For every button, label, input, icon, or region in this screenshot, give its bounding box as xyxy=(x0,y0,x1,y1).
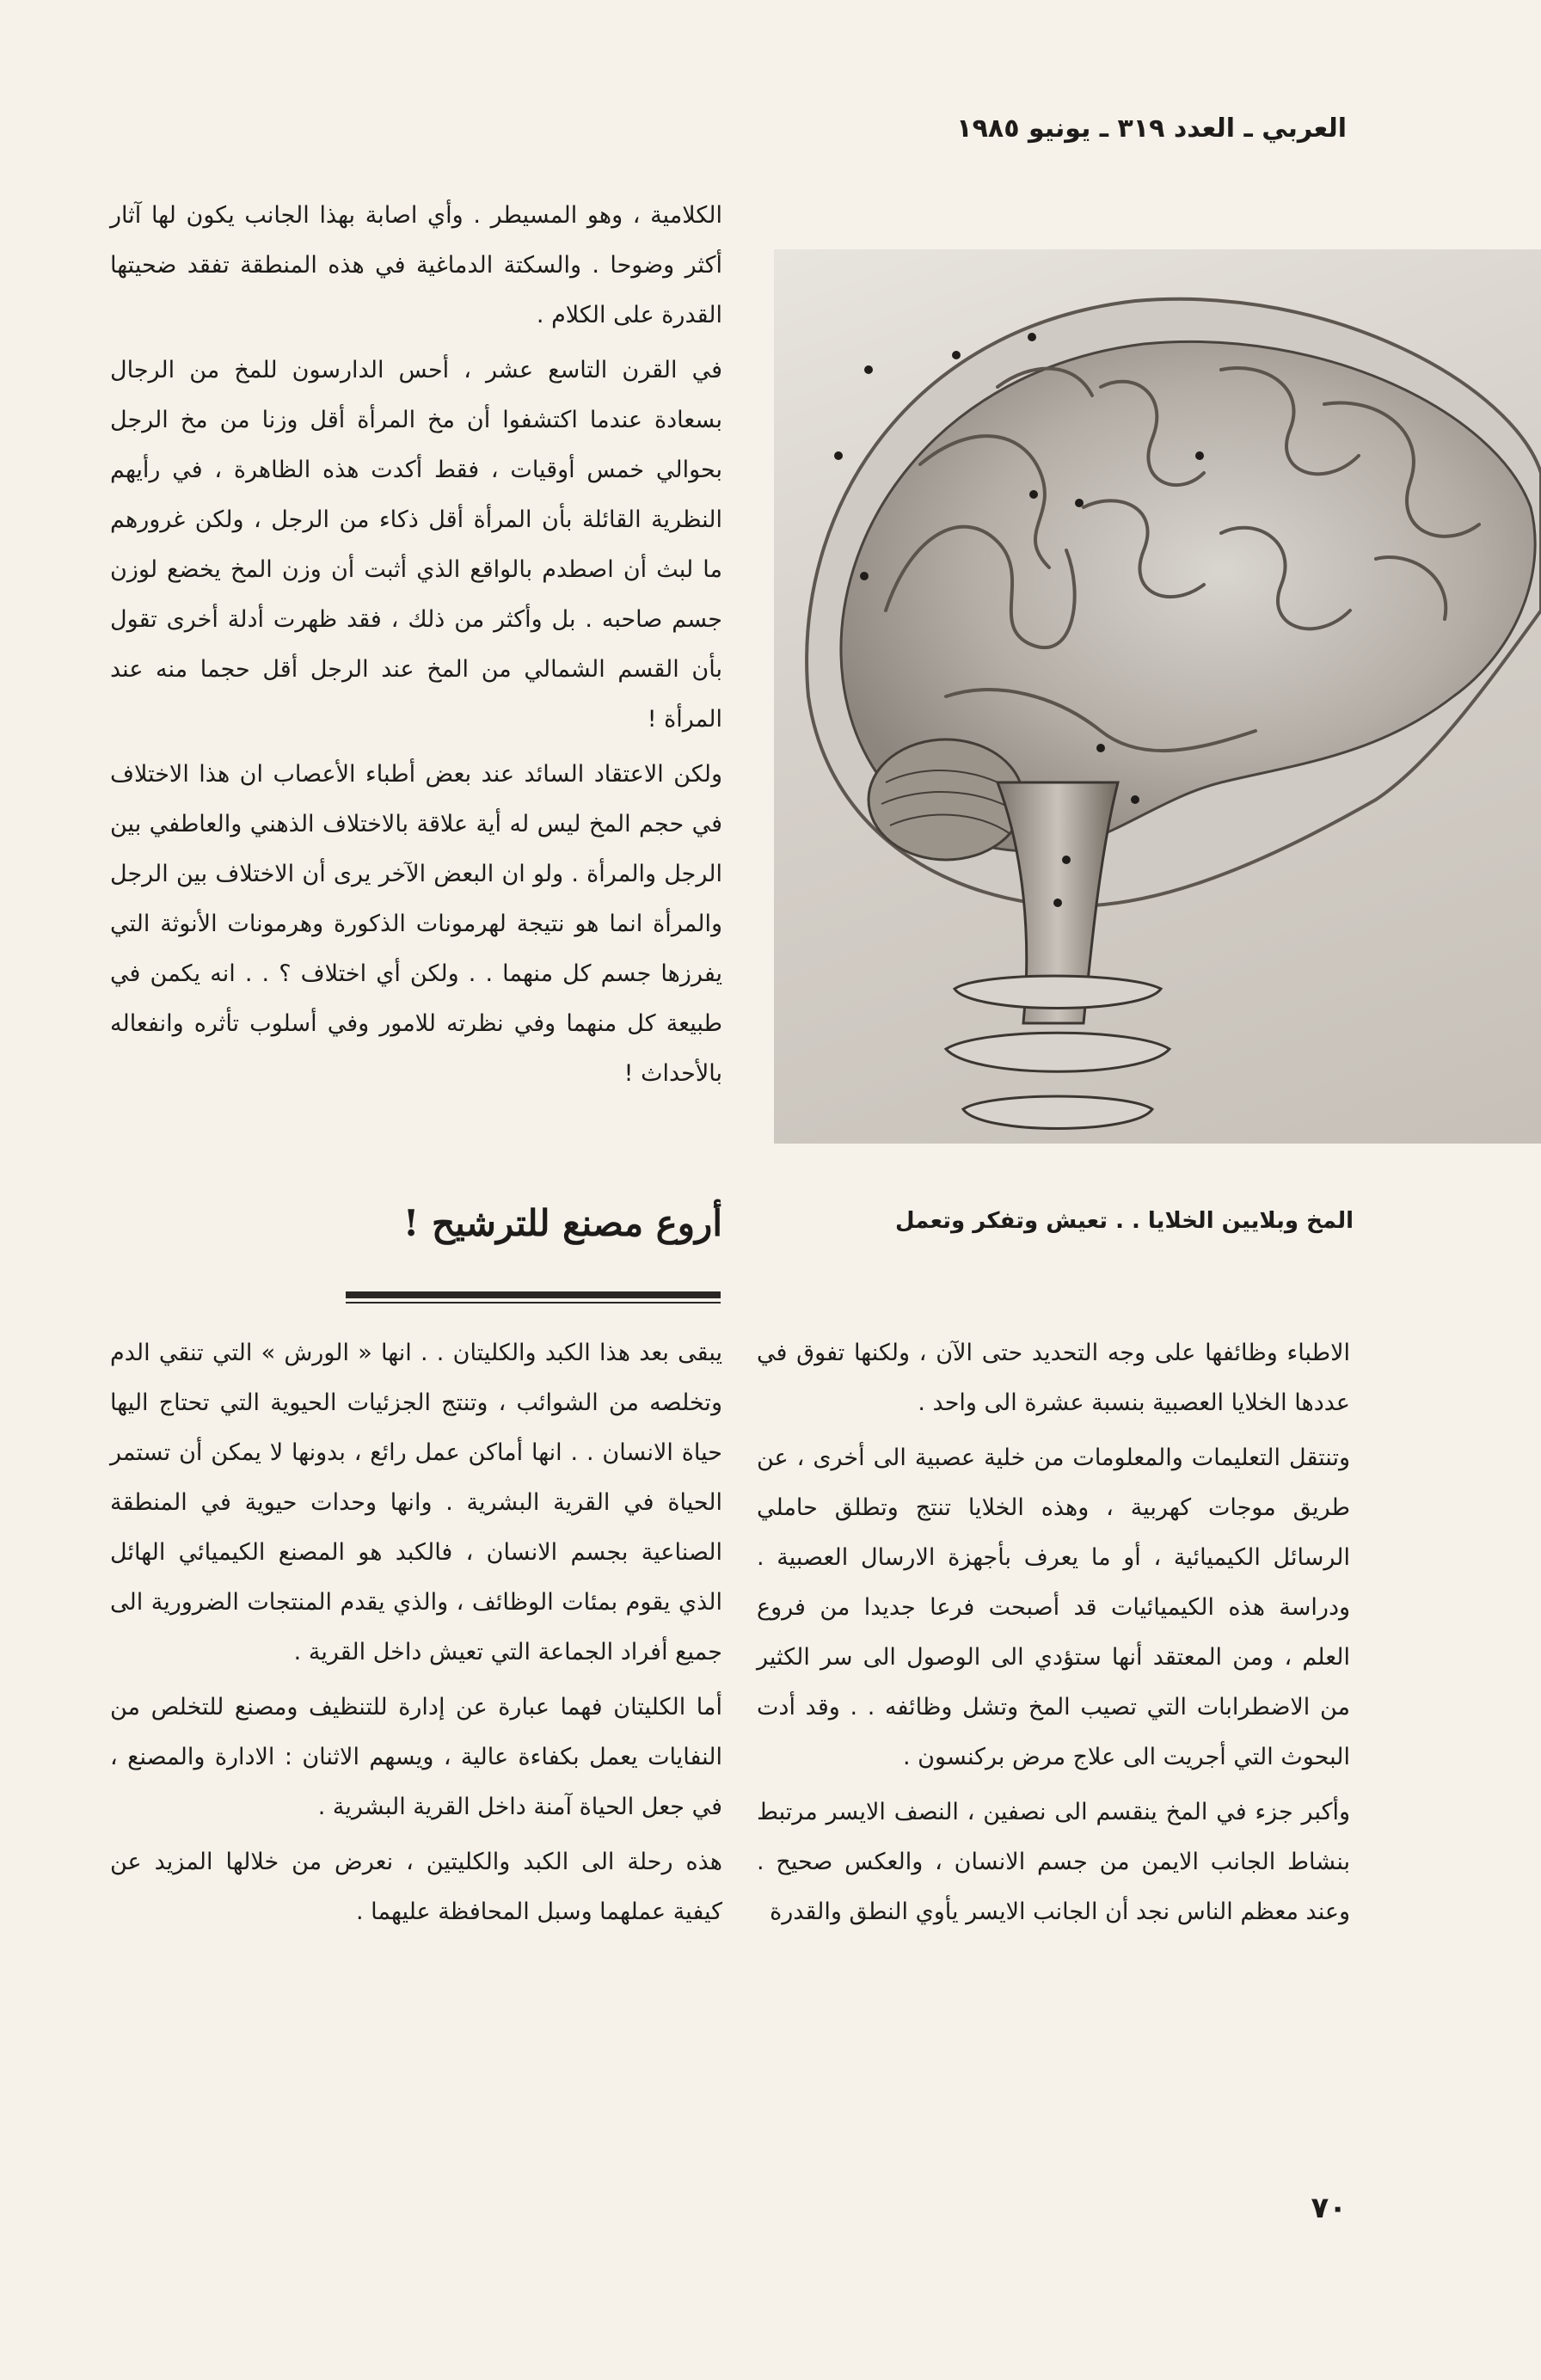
paragraph: الكلامية ، وهو المسيطر . وأي اصابة بهذا الجانب يكون لها آثار أكثر وضوحا . والسكتة الدماغية في هذه المنطقة تفقد ضحيتها القدرة على الكلام . xyxy=(110,202,722,328)
figure-caption: المخ وبلايين الخلايا . . تعيش وتفكر وتعمل xyxy=(894,1208,1354,1234)
section-heading: أروع مصنع للترشيح ! xyxy=(402,1202,722,1244)
paragraph: وأكبر جزء في المخ ينقسم الى نصفين ، النصف الايسر مرتبط بنشاط الجانب الايمن من جسم الانسان ، والعكس صحيح . وعند معظم الناس نجد أن الجانب الايسر يأوي النطق والقدرة xyxy=(757,1799,1350,1925)
paragraph: في القرن التاسع عشر ، أحس الدارسون للمخ من الرجال بسعادة عندما اكتشفوا أن مخ المرأة أقل وزنا من مخ الرجل بحوالي خمس أوقيات ، فقط أكدت هذه الظاهرة ، في رأيهم النظرية القائلة بأن المرأة أقل ذكاء من الرجل ، ولكن غرورهم ما لبث أن اصطدم بالواقع الذي أثبت أن وزن المخ يخضع لوزن جسم صاحبه . بل وأكثر من ذلك ، فقد ظهرت أدلة أخرى تقول بأن القسم الشمالي من المخ عند الرجل أقل حجما منه عند المرأة ! xyxy=(110,357,722,733)
page-number: ٧٠ xyxy=(1311,2191,1347,2225)
article-column-right-bottom xyxy=(757,1328,1350,1942)
article-column-left-top xyxy=(110,191,722,1104)
paragraph: هذه رحلة الى الكبد والكليتين ، نعرض من خلالها المزيد عن كيفية عملهما وسبل المحافظة عليهما . xyxy=(110,1849,722,1925)
brain-illustration xyxy=(774,249,1541,1144)
running-header: العربي ـ العدد ٣١٩ ـ يونيو ١٩٨٥ xyxy=(956,113,1347,144)
heading-underline-thick xyxy=(346,1291,721,1298)
paragraph: وتنتقل التعليمات والمعلومات من خلية عصبية الى أخرى ، عن طريق موجات كهربية ، وهذه الخلايا تنتج وتطلق حاملي الرسائل الكيميائية ، أو ما يعرف بأجهزة الارسال العصبية . ودراسة هذه الكيميائيات قد أصبحت فرعا جديدا من فروع العلم ، ومن المعتقد أنها ستؤدي الى الوصول الى سر الكثير من الاضطرابات التي تصيب المخ وتشل وظائفه . . وقد أدت البحوث التي أجريت الى علاج مرض بركنسون . xyxy=(757,1445,1350,1770)
paragraph: ولكن الاعتقاد السائد عند بعض أطباء الأعصاب ان هذا الاختلاف في حجم المخ ليس له أية علاقة بالاختلاف الذهني والعاطفي بين الرجل والمرأة . ولو ان البعض الآخر يرى أن الاختلاف بين الرجل والمرأة انما هو نتيجة لهرمونات الذكورة وهرمونات الأنوثة التي يفرزها جسم كل منهما . . ولكن أي اختلاف ؟ . . انه يكمن في طبيعة كل منهما وفي نظرته للامور وفي أسلوب تأثره وانفعاله بالأحداث ! xyxy=(110,761,722,1087)
heading-underline-thin xyxy=(346,1302,721,1303)
brain-drawing xyxy=(774,249,1541,1144)
paragraph: أما الكليتان فهما عبارة عن إدارة للتنظيف ومصنع للتخلص من النفايات يعمل بكفاءة عالية ، ويسهم الاثنان : الادارة والمصنع ، في جعل الحياة آمنة داخل القرية البشرية . xyxy=(110,1694,722,1820)
article-column-left-bottom xyxy=(110,1328,722,1942)
paragraph: يبقى بعد هذا الكبد والكليتان . . انها « الورش » التي تنقي الدم وتخلصه من الشوائب ، وتنتج الجزئيات الحيوية التي تحتاج اليها حياة الانسان . . انها أماكن عمل رائع ، بدونها لا يمكن أن تستمر الحياة في القرية البشرية . وانها وحدات حيوية في المنطقة الصناعية بجسم الانسان ، فالكبد هو المصنع الكيميائي الهائل الذي يقوم بمئات الوظائف ، والذي يقدم المنتجات الضرورية الى جميع أفراد الجماعة التي تعيش داخل القرية . xyxy=(110,1340,722,1665)
paragraph: الاطباء وظائفها على وجه التحديد حتى الآن ، ولكنها تفوق في عددها الخلايا العصبية بنسبة عشرة الى واحد . xyxy=(757,1340,1350,1416)
